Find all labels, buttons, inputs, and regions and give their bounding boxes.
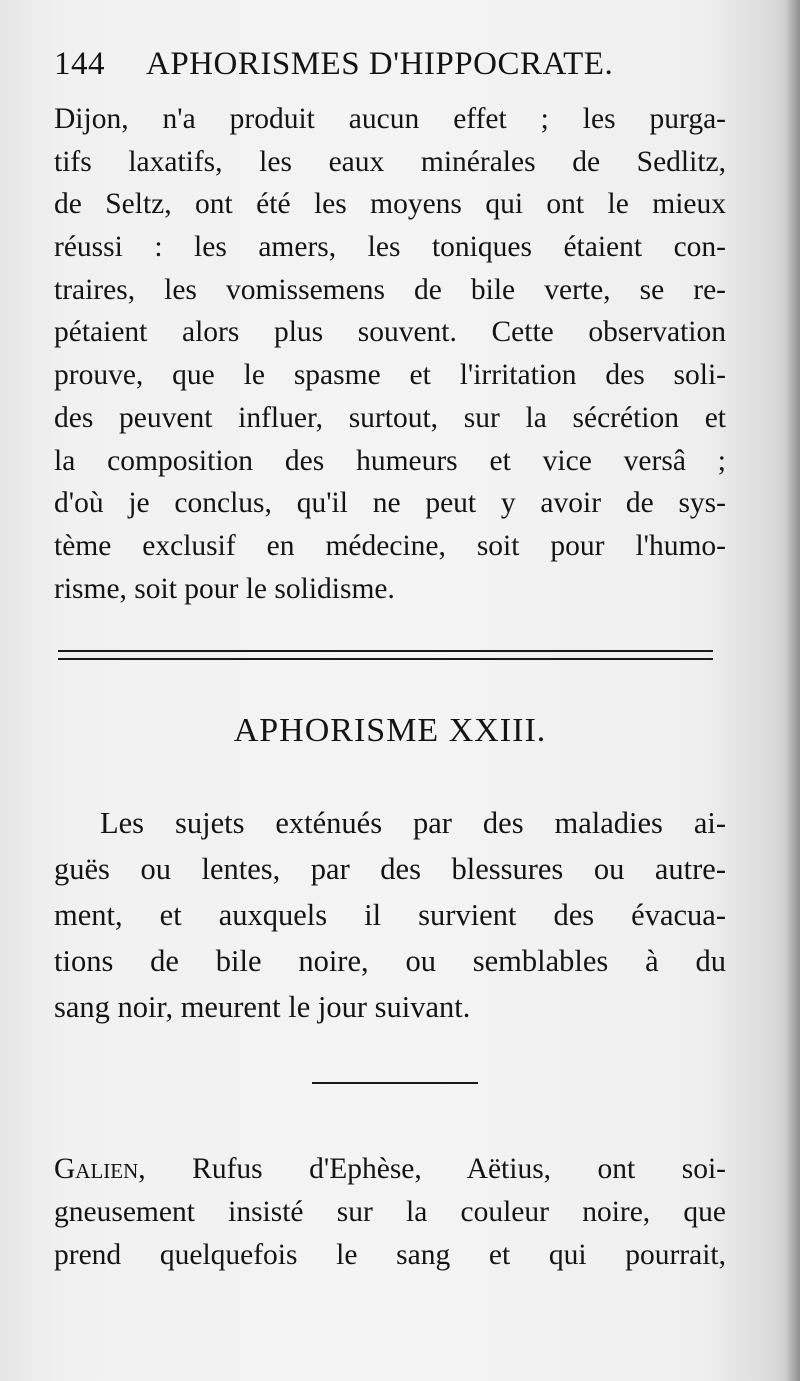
running-title: APHORISMES D'HIPPOCRATE.	[146, 46, 614, 82]
text-line: Dijon, n'a produit aucun effet ; les purga-	[54, 103, 726, 135]
text-line: risme, soit pour le solidisme.	[54, 572, 395, 605]
text-line: guës ou lentes, par des blessures ou autre-	[54, 852, 726, 886]
commentary-text	[54, 1148, 726, 1277]
page-number: 144	[54, 46, 105, 82]
aphorism-text	[54, 800, 726, 1030]
text-line: la composition des humeurs et vice versâ ;	[54, 444, 726, 477]
text-line: Les sujets exténués par des maladies ai-	[100, 806, 726, 840]
text-line: de Seltz, ont été les moyens qui ont le mieux	[54, 188, 726, 221]
page-header	[54, 46, 744, 90]
text-line: tème exclusif en médecine, soit pour l'humo-	[54, 529, 726, 562]
text-line: réussi : les amers, les toniques étaient con-	[54, 231, 726, 264]
text-line	[54, 1148, 726, 1191]
commentary-first-line-rest: , Rufus d'Ephèse, Aëtius, ont soi-	[138, 1153, 726, 1185]
double-rule-divider	[58, 650, 713, 660]
text-line: pétaient alors plus souvent. Cette observation	[54, 316, 726, 349]
text-line: gneusement insisté sur la couleur noire, que	[54, 1196, 726, 1228]
commentary-first-word: Galien	[54, 1153, 139, 1185]
aphorism-title: APHORISME XXIII.	[233, 712, 547, 749]
text-line: d'où je conclus, qu'il ne peut y avoir de sys-	[54, 487, 726, 520]
text-line: tions de bile noire, ou semblables à du	[54, 944, 726, 978]
text-line: tifs laxatifs, les eaux minérales de Sedlitz,	[54, 145, 726, 178]
text-line: sang noir, meurent le jour suivant.	[54, 990, 471, 1024]
text-line: traires, les vomissemens de bile verte, se re-	[54, 273, 726, 306]
text-line: ment, et auxquels il survient des évacua-	[54, 898, 726, 932]
previous-commentary	[54, 98, 726, 610]
text-line: prouve, que le spasme et l'irritation des soli-	[54, 359, 726, 392]
text-line: des peuvent influer, surtout, sur la sécrétion et	[54, 401, 726, 434]
text-line: prend quelquefois le sang et qui pourrait,	[54, 1239, 726, 1271]
short-rule-divider	[312, 1082, 478, 1084]
